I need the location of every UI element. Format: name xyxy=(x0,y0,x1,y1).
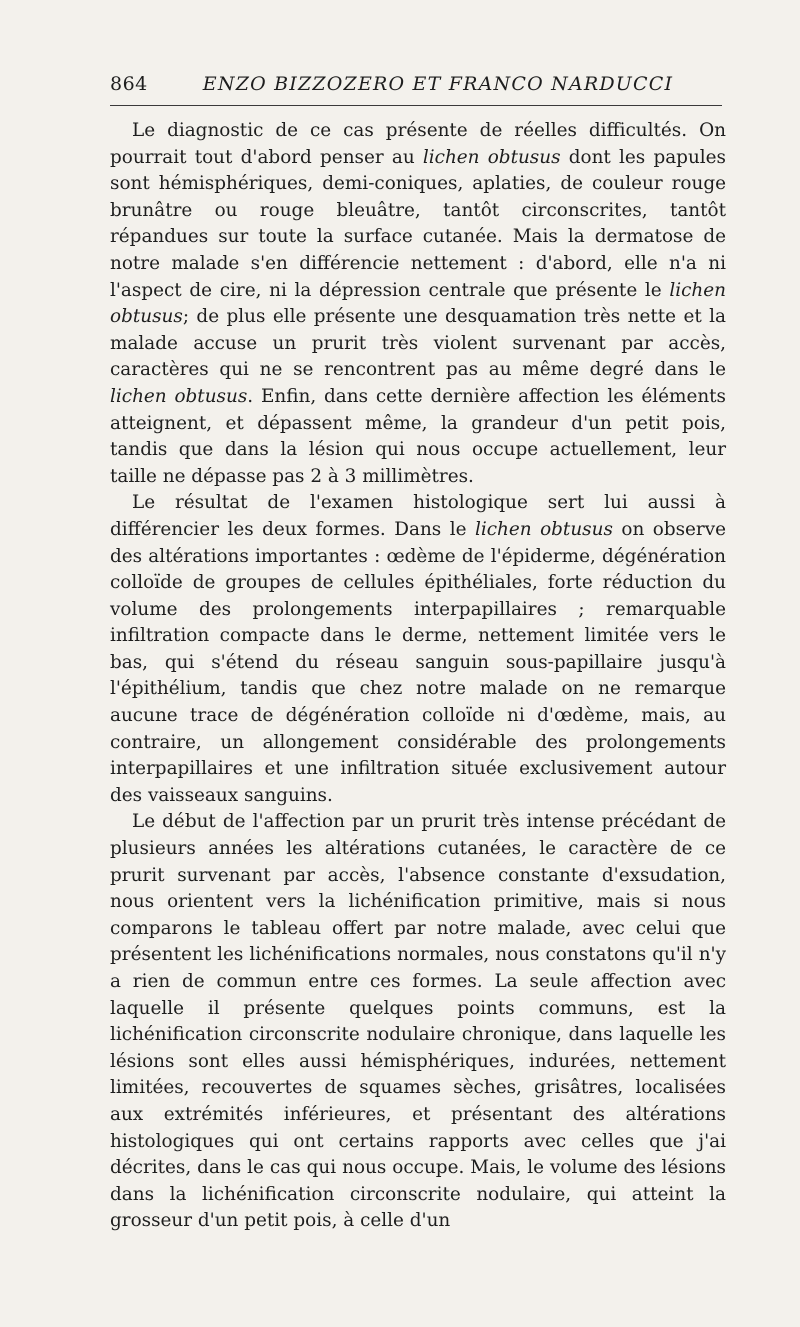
page-header xyxy=(110,70,726,100)
italic-term: lichen obtusus xyxy=(474,518,613,540)
text-segment: Le diagnostic de ce cas présente de réelles difficultés. On pourrait tout d'abord penser au xyxy=(110,120,726,168)
italic-term: lichen obtusus xyxy=(110,385,248,407)
paragraph-1 xyxy=(110,118,726,490)
body-text xyxy=(110,118,726,1235)
running-title: ENZO BIZZOZERO ET FRANCO NARDUCCI xyxy=(202,73,674,95)
text-segment: . Enfin, dans cette dernière affection les éléments atteignent, et dépassent même, la grandeur d'un petit pois, tandis que dans la lésion qui nous occupe actuellement, leur taille ne dépasse pas 2 à 3 millimètres. xyxy=(110,385,726,487)
paragraph-3 xyxy=(110,809,726,1235)
paragraph-2 xyxy=(110,490,726,809)
italic-term: lichen obtusus xyxy=(110,279,726,328)
page-number: 864 xyxy=(110,73,148,95)
text-segment: ; de plus elle présente une desquamation très nette et la malade accuse un prurit très violent survenant par accès, caractères qui ne se rencontrent pas au même degré dans le xyxy=(110,306,726,381)
header-rule xyxy=(110,105,722,106)
italic-term: lichen obtusus xyxy=(422,146,561,168)
text-segment: Le début de l'affection par un prurit très intense précédant de plusieurs années les altérations cutanées, le caractère de ce prurit survenant par accès, l'absence constante d'exsudation, nous orientent vers la lichénification primitive, mais si nous comparons le tableau offert par notre malade, avec celui que présentent les lichénifications normales, nous constatons qu'il n'y a rien de commun entre ces formes. La seule affection avec laquelle il présente quelques points communs, est la lichénification circonscrite nodulaire chronique, dans laquelle les lésions sont elles aussi hémisphériques, indurées, nettement limitées, recouvertes de squames sèches, grisâtres, localisées aux extrémités inférieures, et présentant des altérations histologiques qui ont certains rapports avec celles que j'ai décrites, dans le cas qui nous occupe. Mais, le volume des lésions dans la lichénification circonscrite nodulaire, qui atteint la grosseur d'un petit pois, à celle d'un xyxy=(110,811,726,1232)
text-segment: Le résultat de l'examen histologique sert lui aussi à différencier les deux formes. Dans le xyxy=(110,492,726,540)
text-segment: dont les papules sont hémisphériques, demi-coniques, aplaties, de couleur rouge brunâtre ou rouge bleuâtre, tantôt circonscrites, tantôt répandues sur toute la surface cutanée. Mais la dermatose de notre malade s'en différencie nettement : d'abord, elle n'a ni l'aspect de cire, ni la dépression centrale que présente le xyxy=(110,146,726,301)
text-segment: on observe des altérations importantes : œdème de l'épiderme, dégénération colloïde de groupes de cellules épithéliales, forte réduction du volume des prolongements interpapillaires ; remarquable infiltration compacte dans le derme, nettement limitée vers le bas, qui s'étend du réseau sanguin sous-papillaire jusqu'à l'épithélium, tandis que chez notre malade on ne remarque aucune trace de dégénération colloïde ni d'œdème, mais, au contraire, un allongement considérable des prolongements interpapillaires et une infiltration située exclusivement autour des vaisseaux sanguins. xyxy=(110,518,726,806)
